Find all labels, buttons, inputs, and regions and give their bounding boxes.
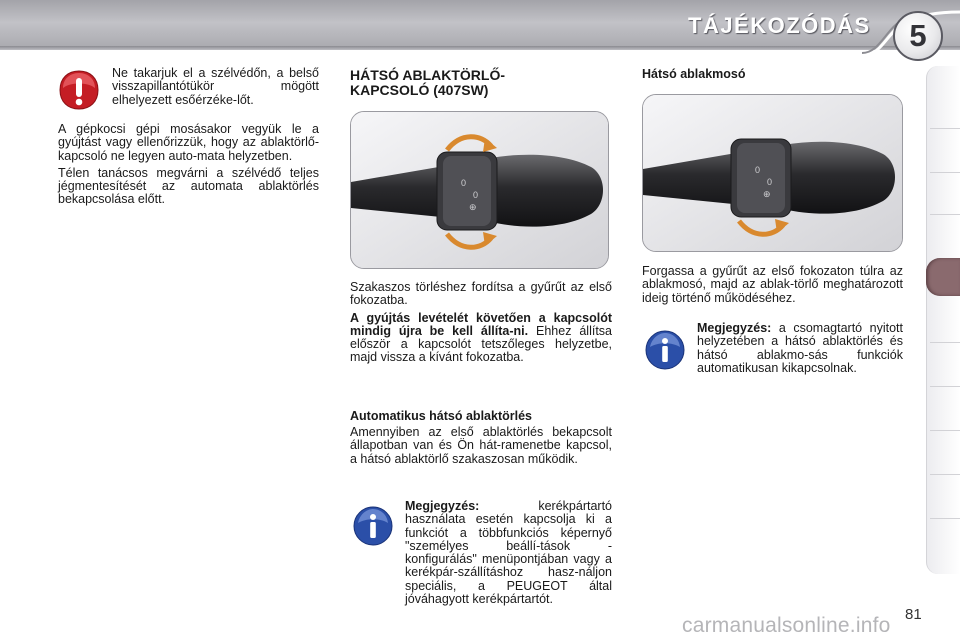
tab-divider [930, 128, 960, 129]
page-number: 81 [905, 606, 922, 623]
svg-text:0: 0 [767, 177, 773, 187]
tab-divider [930, 172, 960, 173]
tab-current-chapter[interactable] [926, 258, 960, 296]
wash-instruction: A gépkocsi gépi mosásakor vegyük le a gyújtást vagy ellenőrizzük, hogy az ablaktörlő-kapcsoló ne legyen auto-mata helyzetben. [58, 122, 319, 163]
intermittent-instruction: Szakaszos törléshez fordítsa a gyűrűt az első fokozatba. [350, 280, 612, 308]
watermark: carmanualsonline.info [682, 614, 891, 637]
warning-text: Ne takarjuk el a szélvédőn, a belső visszapillantótükör mögött elhelyezett esőérzéke-lőt. [112, 66, 319, 107]
heading-line-1: HÁTSÓ ABLAKTÖRLŐ- [350, 67, 506, 83]
note-label: Megjegyzés: [697, 321, 772, 335]
bike-rack-note [350, 500, 612, 606]
note-label: Megjegyzés: [405, 499, 480, 513]
tab-rail [926, 66, 960, 574]
svg-text:0: 0 [473, 190, 479, 200]
rear-washer-stalk-photo [642, 94, 903, 252]
tab-divider [930, 386, 960, 387]
rear-washer-text: Forgassa a gyűrűt az első fokozaton túlra az ablakmosó, majd az ablak-törlő meghatározott ideig történő működéséhez. [642, 264, 903, 305]
chapter-title: TÁJÉKOZÓDÁS [688, 13, 871, 38]
note-text: a csomagtartó nyitott helyzetében a hátsó ablaktörlés és hátsó ablakmo-sás funkciók automatikusan kikapcsolnak. [697, 321, 903, 375]
auto-rear-wiper-text: Amennyiben az első ablaktörlés bekapcsolt állapotban van és Ön hát-ramenetbe kapcsol, a hátsó ablaktörlő szakaszosan működik. [350, 425, 612, 466]
section-heading [350, 68, 612, 98]
svg-text:⊕: ⊕ [469, 202, 477, 212]
rear-wiper-stalk-photo [350, 111, 609, 269]
header-lip [0, 46, 960, 50]
chapter-number-badge: 5 [893, 11, 943, 61]
stalk-illustration [643, 95, 903, 252]
rear-washer-heading: Hátsó ablakmosó [642, 67, 746, 81]
reset-rest-text: Ehhez állítsa először a kapcsolót tetszőleges helyzetbe, majd vissza a kívánt fokozatba. [350, 323, 613, 365]
tab-divider [930, 342, 960, 343]
left-paragraph-1 [58, 123, 319, 211]
bike-rack-note-body [350, 500, 612, 606]
reset-bold-text: A gyújtás levételét követően a kapcsolót mindig újra be kell állíta-ni. [350, 310, 612, 338]
winter-instruction: Télen tanácsos megvárni a szélvédő teljes jégmentesítését az automata ablaktörlés bekapcsolása előtt. [58, 165, 319, 207]
tab-divider [930, 474, 960, 475]
tab-divider [930, 430, 960, 431]
tab-divider [930, 214, 960, 215]
boot-note [642, 322, 903, 375]
boot-note-body [642, 322, 903, 375]
heading-line-2: KAPCSOLÓ (407SW) [350, 82, 489, 98]
auto-rear-wiper-heading: Automatikus hátsó ablaktörlés [350, 409, 532, 423]
svg-text:0: 0 [461, 178, 467, 188]
warning-icon [58, 68, 100, 112]
svg-text:0: 0 [755, 165, 761, 175]
reset-instruction [350, 312, 612, 365]
svg-text:⊕: ⊕ [763, 189, 771, 199]
middle-text-block [350, 281, 612, 369]
tab-divider [930, 518, 960, 519]
note-text: kerékpártartó használata esetén kapcsolja ki a funkciót a többfunkciós képernyő "személyes beállí-tások - konfigurálás" menüpontjában vagy a kerékpár-szállításhoz hasz-náljon speciális, a PEUGEOT által jóváhagyott kerékpártartót. [405, 499, 612, 607]
stalk-illustration [351, 112, 609, 269]
